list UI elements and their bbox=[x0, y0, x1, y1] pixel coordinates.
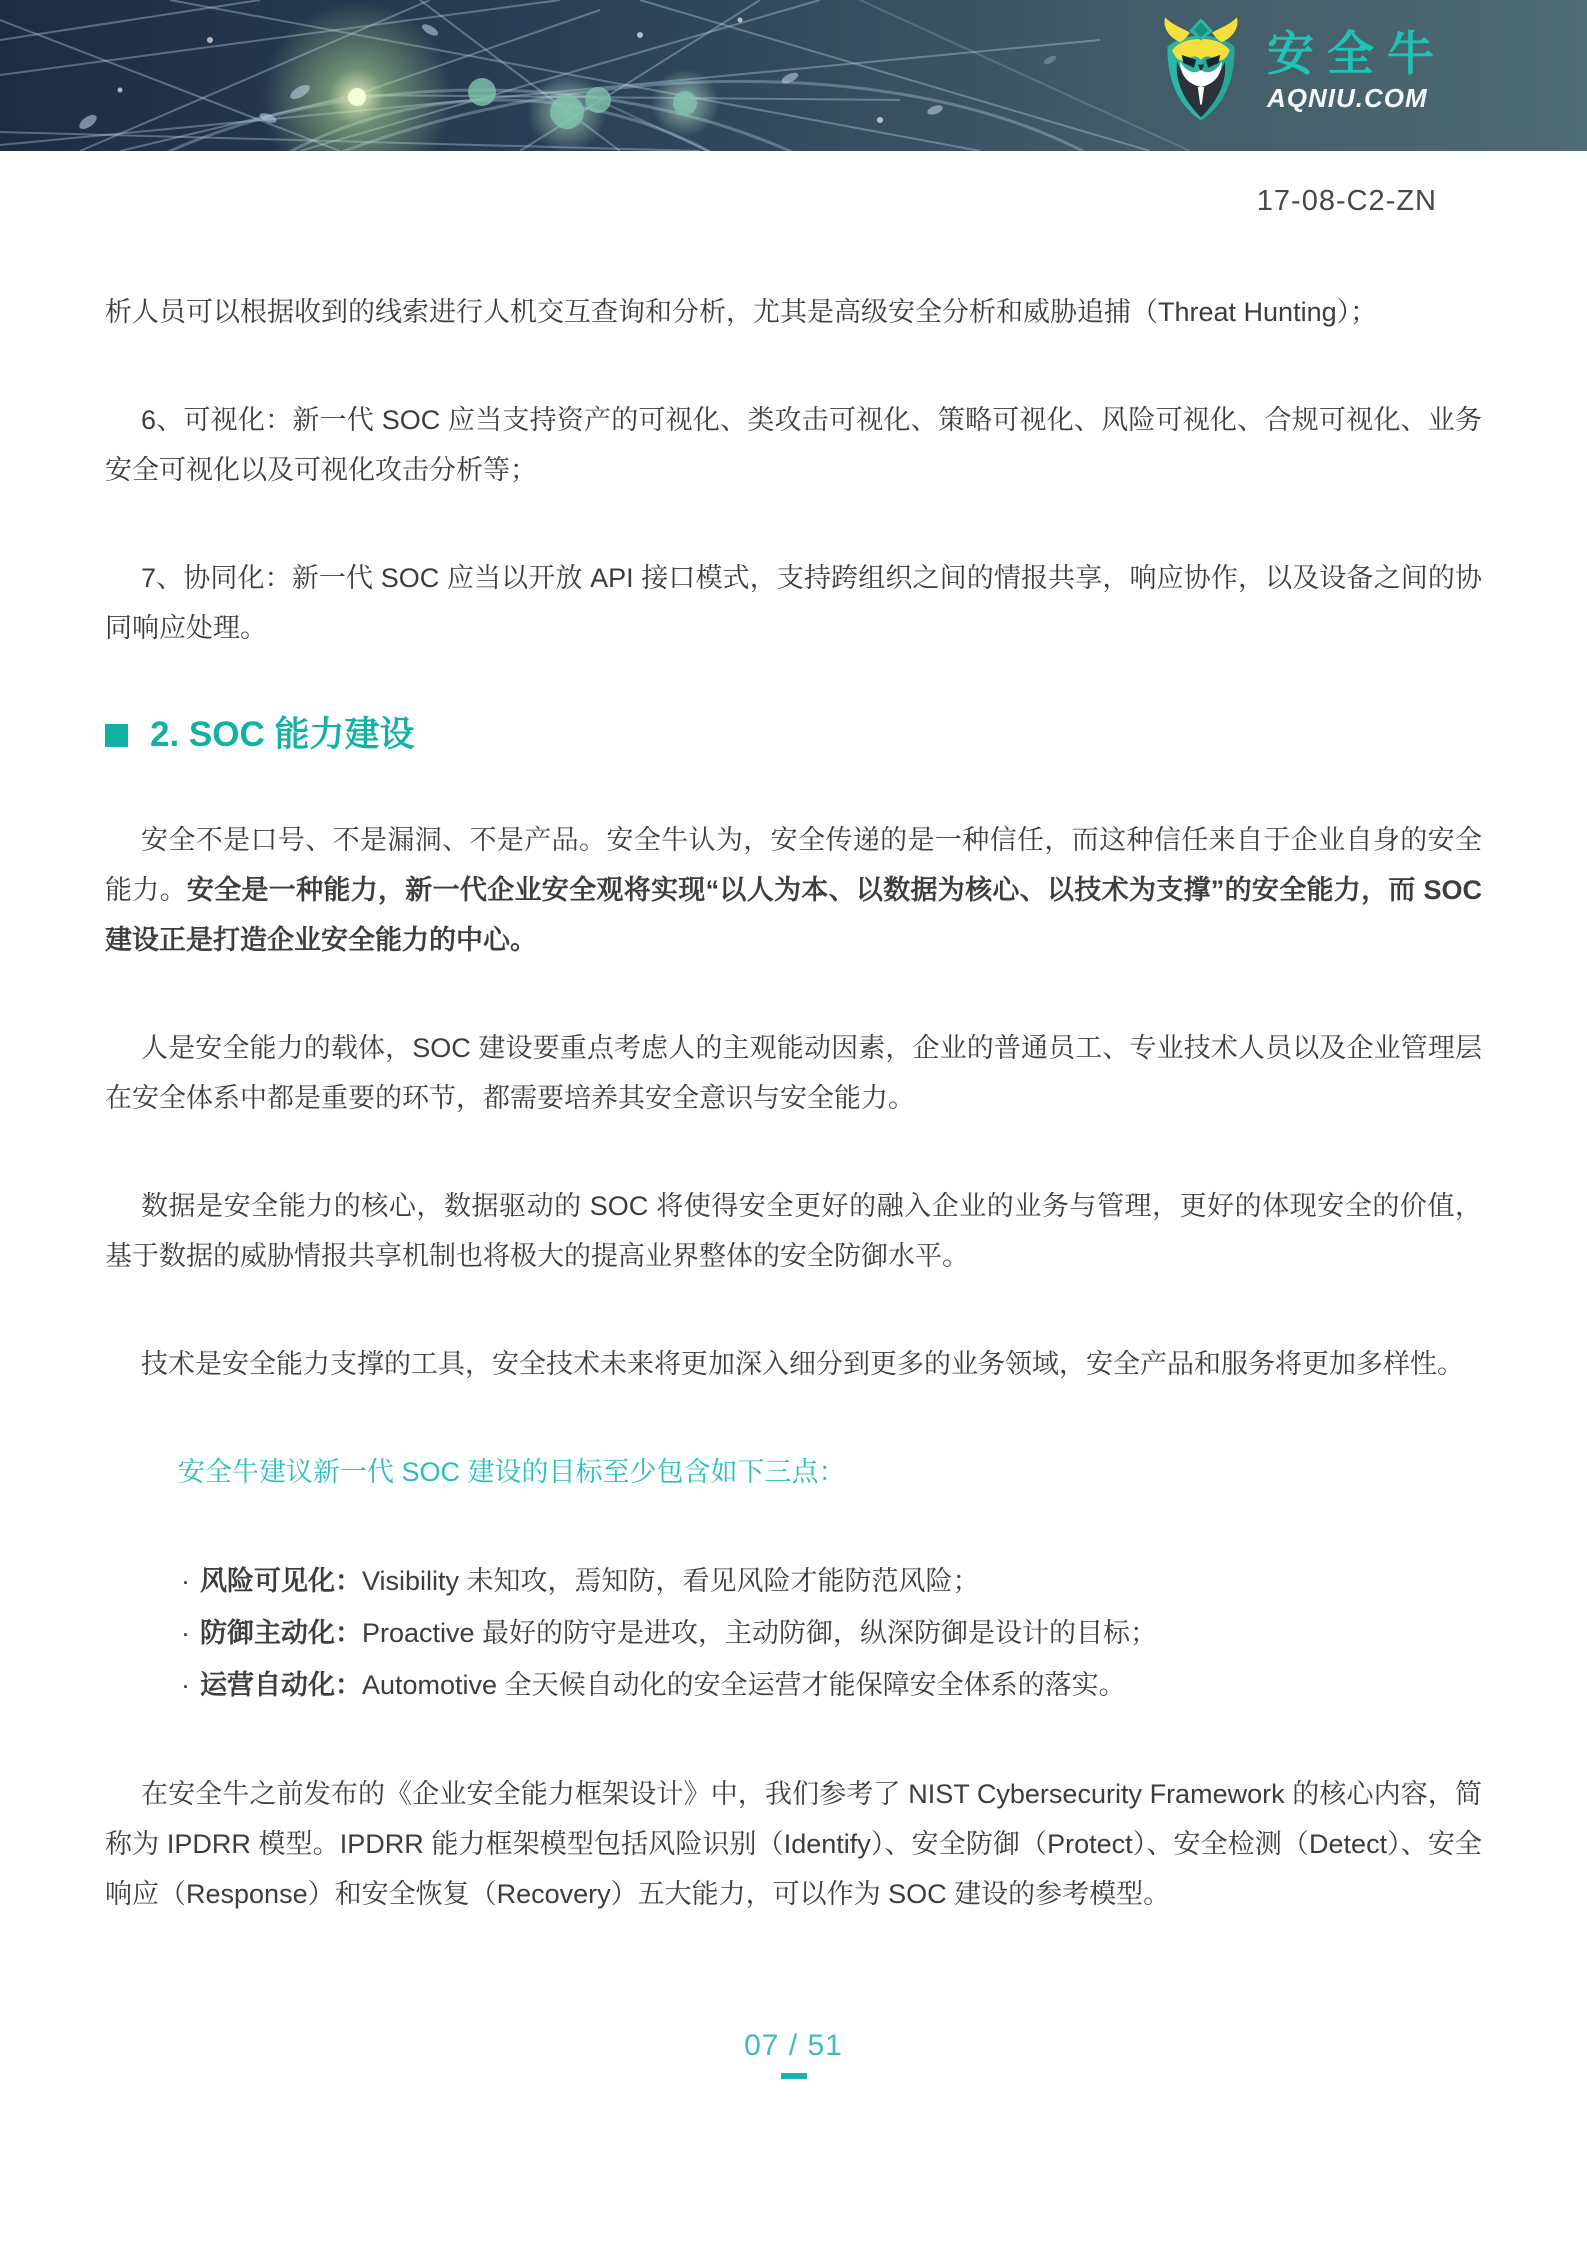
list-item-automated-operation bbox=[105, 1659, 1482, 1711]
paragraph-continuation: 析人员可以根据收到的线索进行人机交互查询和分析，尤其是高级安全分析和威胁追捕（Threat Hunting）； bbox=[105, 297, 1378, 327]
page-footer bbox=[0, 2031, 1587, 2079]
bullet-label: 运营自动化： bbox=[200, 1670, 362, 1700]
aqniu-logo bbox=[1153, 14, 1447, 128]
aqniu-bull-logo-icon bbox=[1153, 14, 1249, 128]
paragraph-security-is-capability bbox=[105, 815, 1482, 965]
section-heading-text: 2. SOC 能力建设 bbox=[150, 715, 415, 754]
paragraph-ipdrr-framework: 在安全牛之前发布的《企业安全能力框架设计》中，我们参考了 NIST Cybersecurity Framework 的核心内容，简称为 IPDRR 模型。IPDRR 能力框架模型包括风险识别（Identify）、安全防御（Protect）、安全检测（Detect）、安全响应（Response）和安全恢复（Recovery）五大能力，可以作为 SOC 建设的参考模型。 bbox=[105, 1779, 1482, 1909]
paragraph-bold-run: 安全是一种能力，新一代企业安全观将实现“以人为本、以数据为核心、以技术为支撑”的安全能力，而 SOC 建设正是打造企业安全能力的中心。 bbox=[105, 875, 1482, 955]
paragraph-people: 人是安全能力的载体，SOC 建设要重点考虑人的主观能动因素，企业的普通员工、专业技术人员以及企业管理层在安全体系中都是重要的环节，都需要培养其安全意识与安全能力。 bbox=[105, 1033, 1482, 1113]
footer-accent-bar bbox=[781, 2073, 807, 2079]
bullet-text: Automotive 全天候自动化的安全运营才能保障安全体系的落实。 bbox=[362, 1670, 1126, 1700]
document-body bbox=[105, 287, 1482, 1919]
paragraph-data: 数据是安全能力的核心，数据驱动的 SOC 将使得安全更好的融入企业的业务与管理，更好的体现安全的价值，基于数据的威胁情报共享机制也将极大的提高业界整体的安全防御水平。 bbox=[105, 1191, 1482, 1271]
bullet-dot: · bbox=[181, 1670, 190, 1700]
teal-note-soc-goals: 安全牛建议新一代 SOC 建设的目标至少包含如下三点： bbox=[178, 1457, 846, 1487]
bullet-dot: · bbox=[181, 1618, 190, 1648]
bullet-label: 风险可见化： bbox=[200, 1566, 362, 1596]
section-heading-soc-capability bbox=[105, 711, 1482, 759]
bullet-text: Visibility 未知攻，焉知防，看见风险才能防范风险； bbox=[362, 1566, 980, 1596]
bullet-text: Proactive 最好的防守是进攻，主动防御，纵深防御是设计的目标； bbox=[362, 1618, 1158, 1648]
list-item-proactive-defense bbox=[105, 1607, 1482, 1659]
soc-goal-list bbox=[105, 1555, 1482, 1711]
logo-domain: AQNIU.COM bbox=[1267, 82, 1428, 113]
paragraph-technology: 技术是安全能力支撑的工具，安全技术未来将更加深入细分到更多的业务领域，安全产品和服务将更加多样性。 bbox=[141, 1349, 1464, 1379]
logo-brand-name: 安全牛 bbox=[1267, 27, 1447, 81]
paragraph-item-7-collaboration: 7、协同化：新一代 SOC 应当以开放 API 接口模式，支持跨组织之间的情报共享，响应协作，以及设备之间的协同响应处理。 bbox=[105, 563, 1482, 643]
header-banner bbox=[0, 0, 1587, 151]
document-code: 17-08-C2-ZN bbox=[1256, 185, 1437, 217]
paragraph-item-6-visualization: 6、可视化：新一代 SOC 应当支持资产的可视化、类攻击可视化、策略可视化、风险可视化、合规可视化、业务安全可视化以及可视化攻击分析等； bbox=[105, 405, 1482, 485]
paragraph-normal-run: 安全不是口号、不是漏洞、不是产品。安全牛认为，安全传递的是一种信任，而这种信任来自于企业自身的安全能力。 bbox=[105, 825, 1482, 905]
list-item-risk-visibility bbox=[105, 1555, 1482, 1607]
section-marker-square-icon bbox=[105, 724, 128, 747]
page-number: 07 / 51 bbox=[744, 2029, 843, 2062]
logo-text bbox=[1267, 28, 1447, 114]
bullet-dot: · bbox=[181, 1566, 190, 1596]
bullet-label: 防御主动化： bbox=[200, 1618, 362, 1648]
